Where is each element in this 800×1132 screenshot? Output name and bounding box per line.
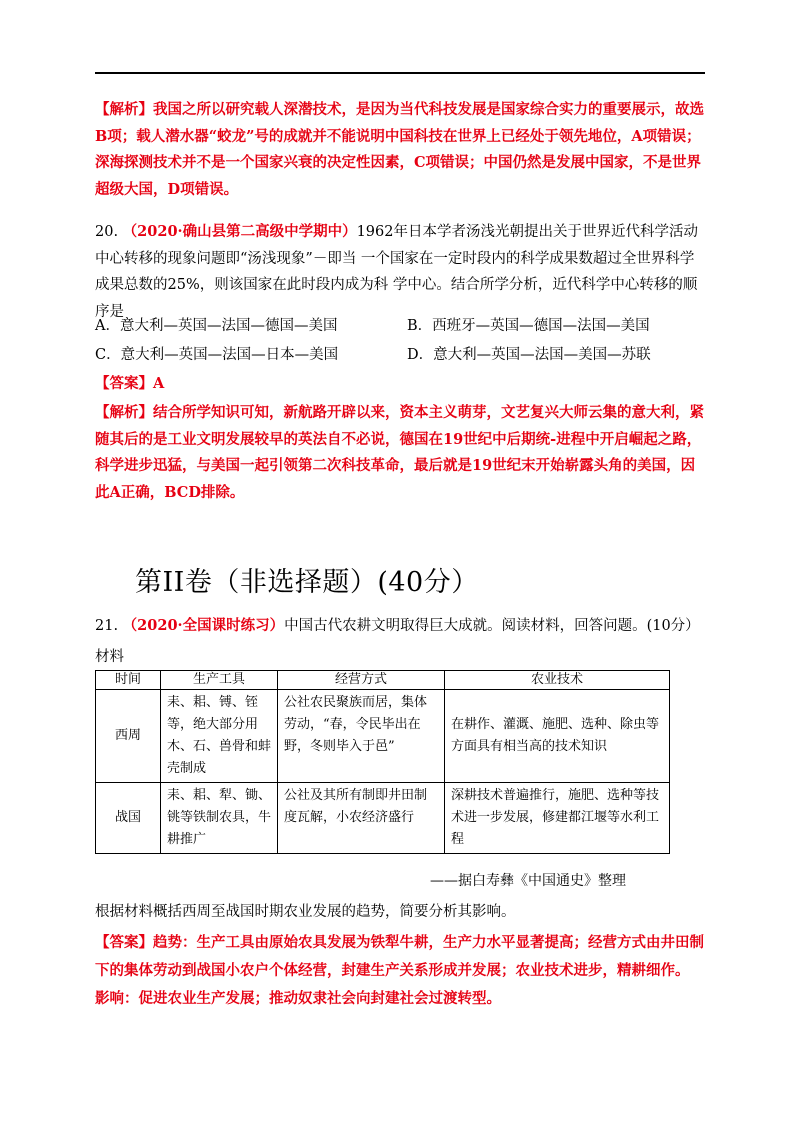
q20-text: 1962年日本学者汤浅光朝提出关于世界近代科学活动中心转移的现象问题即“汤浅现象”－即当 一个国家在一定时段内的科学成果数超过全世界科学成果总数的25%，则该国家在此时段内成为科 学中心。结合所学分析，近代科学中心转移的顺序是 — [95, 224, 698, 320]
answer-tag: 【答案】 — [95, 934, 153, 951]
material-table — [95, 670, 670, 854]
material-label: 材料 — [95, 649, 124, 665]
q20-stem — [95, 219, 707, 325]
table-header: 时间 — [96, 671, 161, 690]
table-header-row — [96, 671, 670, 690]
table-cell-time: 西周 — [96, 690, 161, 783]
answer-tag: 【答案】 — [95, 375, 153, 392]
section-title: 第II卷（非选择题）(40分） — [135, 567, 479, 598]
answer-impact: 影响：促进农业生产发展；推动奴隶社会向封建社会过渡转型。 — [95, 990, 501, 1007]
table-row — [96, 690, 670, 783]
q20-analysis — [95, 400, 707, 506]
q21-question: 根据材料概括西周至战国时期农业发展的趋势，简要分析其影响。 — [95, 904, 516, 920]
table-row — [96, 783, 670, 854]
analysis-tag: 【解析】 — [95, 101, 153, 118]
analysis-text: 结合所学知识可知，新航路开辟以来，资本主义萌芽，文艺复兴大师云集的意大利，紧随其后的是工业文明发展较早的英法自不必说，德国在19世纪中后期统-进程中开启崛起之路，科学进步迅猛，与美国一起引领第二次科技革命，最后就是19世纪末开始崭露头角的美国，因此A正确，BCD排除。 — [95, 404, 704, 501]
q20-answer — [95, 371, 707, 398]
answer-value: A — [153, 375, 165, 392]
analysis-tag: 【解析】 — [95, 404, 153, 421]
q20-option-b: B．西班牙—英国—德国—法国—美国 — [407, 318, 650, 334]
q19-analysis — [95, 97, 707, 203]
table-cell-tools: 耒、耜、镈、铚等，绝大部分用木、石、兽骨和蚌壳制成 — [161, 690, 278, 783]
q21-text: 中国古代农耕文明取得巨大成就。阅读材料，回答问题。(10分） — [284, 618, 700, 634]
table-cell-tech: 深耕技术普遍推行，施肥、选种等技术进一步发展，修建都江堰等水利工程 — [445, 783, 670, 854]
q21-source: （2020·全国课时练习） — [122, 617, 285, 634]
table-cell-tools: 耒、耜、犁、锄、铫等铁制农具，牛耕推广 — [161, 783, 278, 854]
analysis-text: 我国之所以研究载人深潜技术，是因为当代科技发展是国家综合实力的重要展示，故选B项；载人潜水器“蛟龙”号的成就并不能说明中国科技在世界上已经处于领先地位，A项错误；深海探测技术并不是一个国家兴衰的决定性因素，C项错误；中国仍然是发展中国家，不是世界超级大国，D项错误。 — [95, 101, 704, 198]
table-header: 农业技术 — [445, 671, 670, 690]
table-cell-mode: 公社及其所有制即井田制度瓦解，小农经济盛行 — [278, 783, 445, 854]
table-cell-mode: 公社农民聚族而居，集体劳动，“春，令民毕出在野，冬则毕入于邑” — [278, 690, 445, 783]
table-header: 生产工具 — [161, 671, 278, 690]
table-cell-tech: 在耕作、灌溉、施肥、选种、除虫等方面具有相当高的技术知识 — [445, 690, 670, 783]
material-source: ——据白寿彝《中国通史》整理 — [430, 873, 626, 889]
answer-trend: 趋势：生产工具由原始农具发展为铁犁牛耕，生产力水平显著提高；经营方式由井田制下的集体劳动到战国小农户个体经营，封建生产关系形成并发展；农业技术进步，精耕细作。 — [95, 934, 704, 979]
q21-answer — [95, 929, 707, 1013]
q21-number: 21. — [95, 618, 119, 634]
q21-stem — [95, 613, 707, 640]
q20-number: 20. — [95, 224, 119, 240]
table-header: 经营方式 — [278, 671, 445, 690]
table-cell-time: 战国 — [96, 783, 161, 854]
header-rule — [95, 72, 705, 74]
q20-option-c: C．意大利—英国—法国—日本—美国 — [95, 347, 339, 363]
q20-option-a: A．意大利—英国—法国—德国—美国 — [95, 318, 338, 334]
q20-option-d: D．意大利—英国—法国—美国—苏联 — [407, 347, 651, 363]
q20-source: （2020·确山县第二高级中学期中） — [122, 223, 357, 240]
